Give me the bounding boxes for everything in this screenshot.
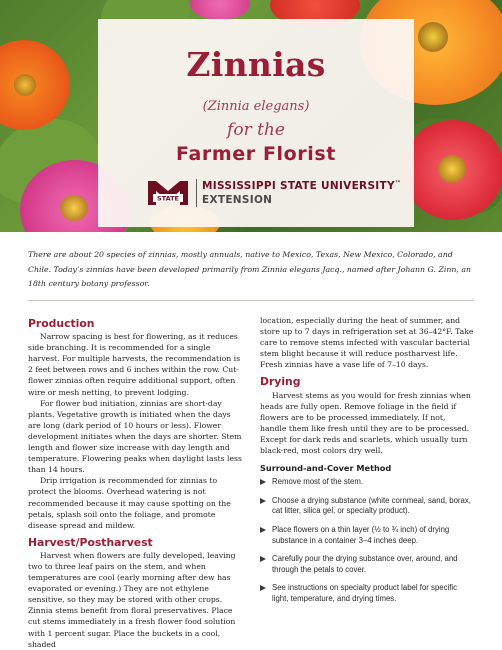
logo-extension: EXTENSION (202, 194, 273, 206)
step-text: Choose a drying substance (white cornmeal, sand, borax, cat litter, silica gel, or specialty product). (272, 495, 471, 516)
bullet-triangle-icon (260, 479, 266, 485)
flower-center (438, 155, 466, 183)
production-paragraph: Drip irrigation is recommended for zinnias to protect the blooms. Overhead watering is not recommended because it may cause spotting on the petals, splash soil onto the foliage, and promote disease spread and mildew. (28, 476, 231, 530)
production-paragraph: For flower bud initiation, zinnias are short-day plants. Vegetative growth is initiated when the days are long (dark period of 10 hours or less). Flower development initiates when the days are shorter. Stem length and flower size increase with day length and temperature. Flowering peaks when daylight lasts less than 14 hours. (28, 398, 242, 475)
logo-university-text: MISSISSIPPI STATE UNIVERSITY (202, 180, 395, 192)
flower-center (418, 22, 448, 52)
drying-heading: Drying (260, 375, 301, 389)
logo-divider (196, 179, 197, 207)
step-text: Carefully pour the drying substance over, around, and through the petals to cover. (272, 554, 458, 574)
title-panel (98, 19, 414, 227)
logo-university-name (202, 180, 401, 192)
logo-trademark: ™ (394, 180, 402, 187)
bullet-triangle-icon (260, 498, 266, 504)
step-text: Place flowers on a thin layer (½ to ¾ inch) of drying substance in a container 3–4 inches deep. (272, 525, 450, 545)
list-item (260, 496, 474, 517)
harvest-paragraph-continued: location, especially during the heat of summer, and store up to 7 days in refrigeration set at 36–42°F. Take care to remove stems infected with vascular bacterial stem blight because it will reduce postharvest life. Fresh zinnias have a vase life of 7–10 days. (260, 316, 474, 370)
bullet-triangle-icon (260, 527, 266, 533)
step-text: Remove most of the stem. (272, 477, 363, 487)
bullet-triangle-icon (260, 556, 266, 562)
logo-mark-text: STATE (156, 194, 180, 203)
msu-extension-logo (146, 177, 402, 211)
scientific-name: (Zinnia elegans) (202, 99, 310, 114)
hero-photo (0, 0, 502, 232)
msu-logo-icon (146, 177, 190, 209)
flower-center (60, 195, 88, 221)
list-item (260, 477, 474, 488)
divider (28, 300, 474, 301)
method-steps-list (260, 477, 474, 604)
list-item (260, 525, 474, 546)
drying-paragraph: Harvest stems as you would for fresh zinnias when heads are fully open. Remove foliage in the field if flowers are to be processed immediately. If not, handle them like fresh until they are to be processed. Except for dark reds and scarlets, which usually turn black-red, most colors dry well. (260, 390, 471, 456)
list-item (260, 554, 474, 575)
bullet-triangle-icon (260, 585, 266, 591)
left-column (28, 315, 243, 650)
production-heading: Production (28, 317, 95, 330)
harvest-heading: Harvest/Postharvest (28, 535, 153, 549)
subtitle-farmer-florist: Farmer Florist (176, 143, 336, 165)
flower-center (14, 74, 36, 96)
page-title: Zinnias (186, 45, 326, 84)
method-heading: Surround-and-Cover Method (260, 463, 392, 474)
intro-paragraph: There are about 20 species of zinnias, mostly annuals, native to Mexico, Texas, New Mexico, Colorado, and Chile. Today’s zinnias have been developed primarily from Zinnia elegans Jacq., named after Johann G. Zinn, an 18th century botany professor. (28, 250, 472, 288)
subtitle-for-the: for the (227, 120, 285, 140)
harvest-paragraph: Harvest when flowers are fully developed, leaving two to three leaf pairs on the stem, and when temperatures are cool (early morning after dew has evaporated or evening.) They are not ethylene sensitive, so they may be stored with other crops. Zinnia stems benefit from floral preservatives. Place cut stems immediately in a fresh flower food solution with 1 percent sugar. Place the buckets in a cool, shaded (28, 550, 236, 649)
step-text: See instructions on specialty product label for specific light, temperature, and drying times. (272, 583, 458, 603)
pink-zinnia (190, 0, 250, 20)
right-column (260, 315, 474, 613)
production-paragraph: Narrow spacing is best for flowering, as it reduces side branching. It is recommended for a single harvest. For multiple harvests, the recommendation is 2 feet between rows and 6 inches within the row. Cut-flower zinnias often require additional support, often wire or mesh netting, to prevent lodging. (28, 332, 241, 397)
list-item (260, 583, 474, 604)
